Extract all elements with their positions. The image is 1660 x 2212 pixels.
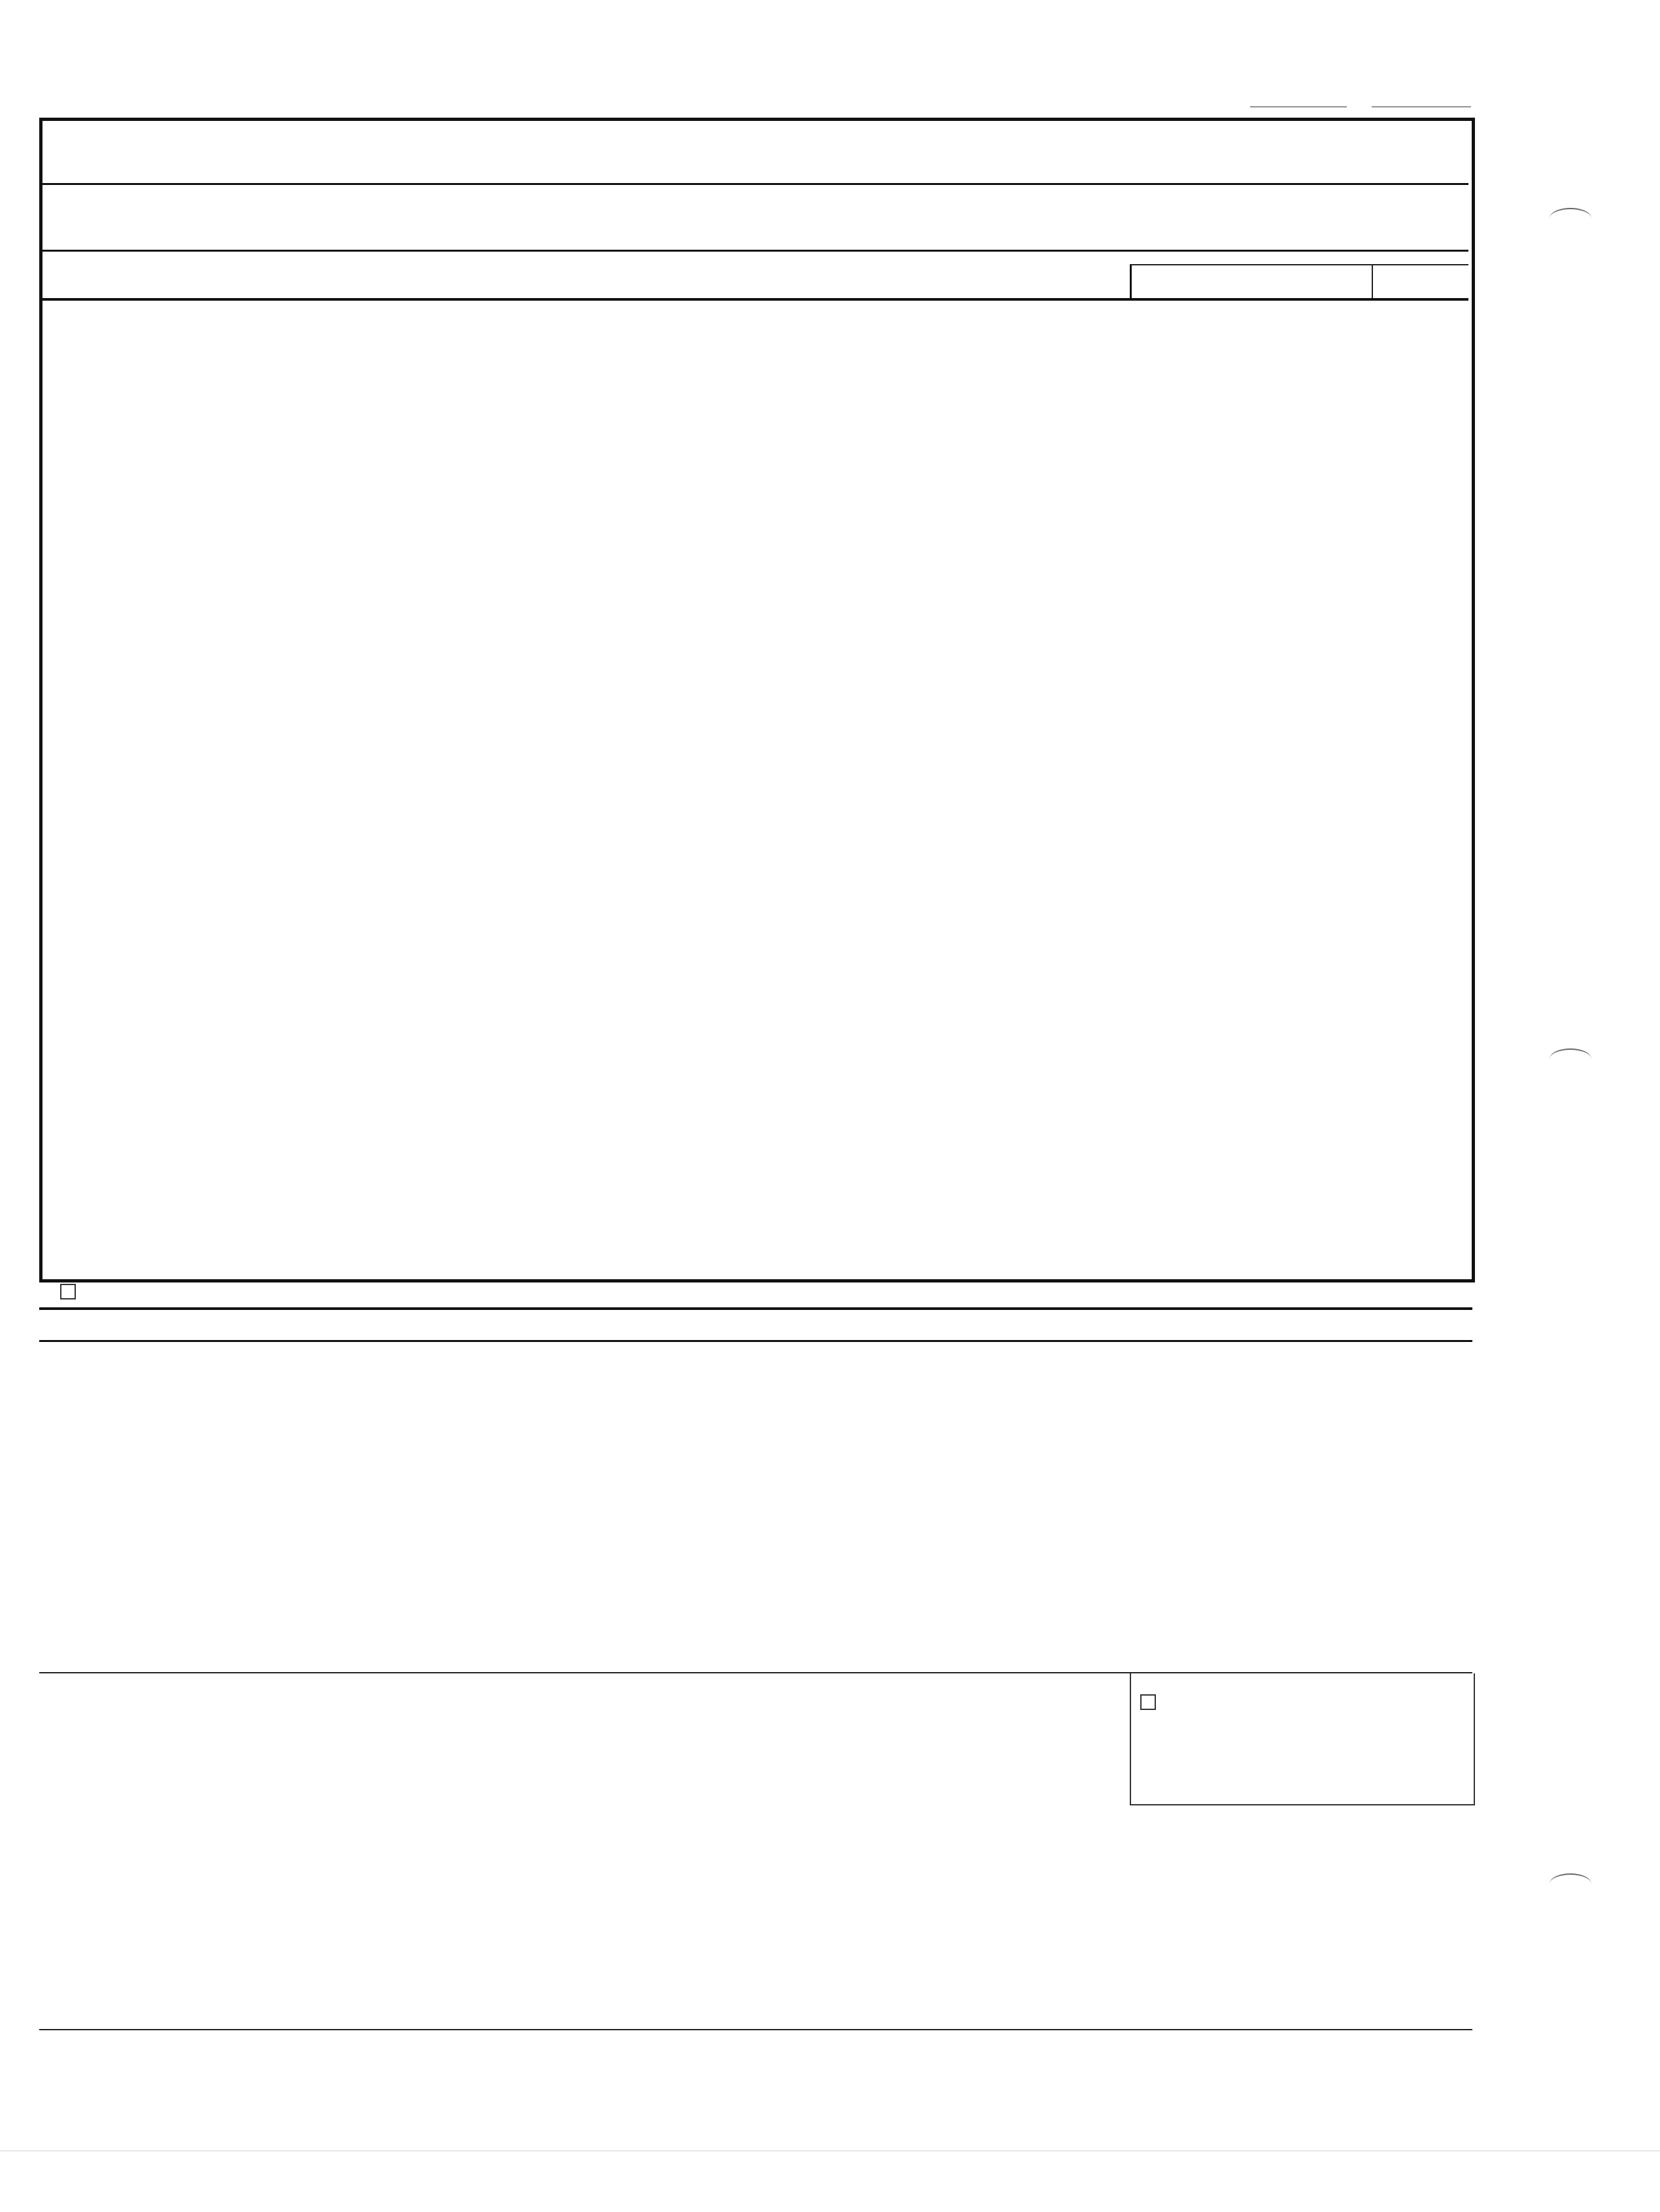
please-note-rule <box>39 2029 1472 2030</box>
sources-label-rule <box>39 1340 1472 1342</box>
date-col-left <box>1130 264 1132 301</box>
form-frame <box>39 118 1475 1282</box>
wife-divider <box>42 250 1468 252</box>
temple-col-left <box>1372 264 1373 301</box>
sealed-box <box>1130 1673 1475 1805</box>
binder-hole-mark <box>1550 1873 1591 1894</box>
husband-divider <box>42 183 1468 185</box>
binder-hole-mark <box>1550 208 1591 229</box>
children-header-bottom <box>42 298 1468 301</box>
binder-hole-mark <box>1550 1048 1591 1069</box>
sources-top-rule <box>39 1307 1472 1310</box>
sealed-checkbox[interactable] <box>1140 1694 1156 1710</box>
additional-children-checkbox[interactable] <box>60 1284 76 1299</box>
date-header-top <box>1130 264 1468 265</box>
